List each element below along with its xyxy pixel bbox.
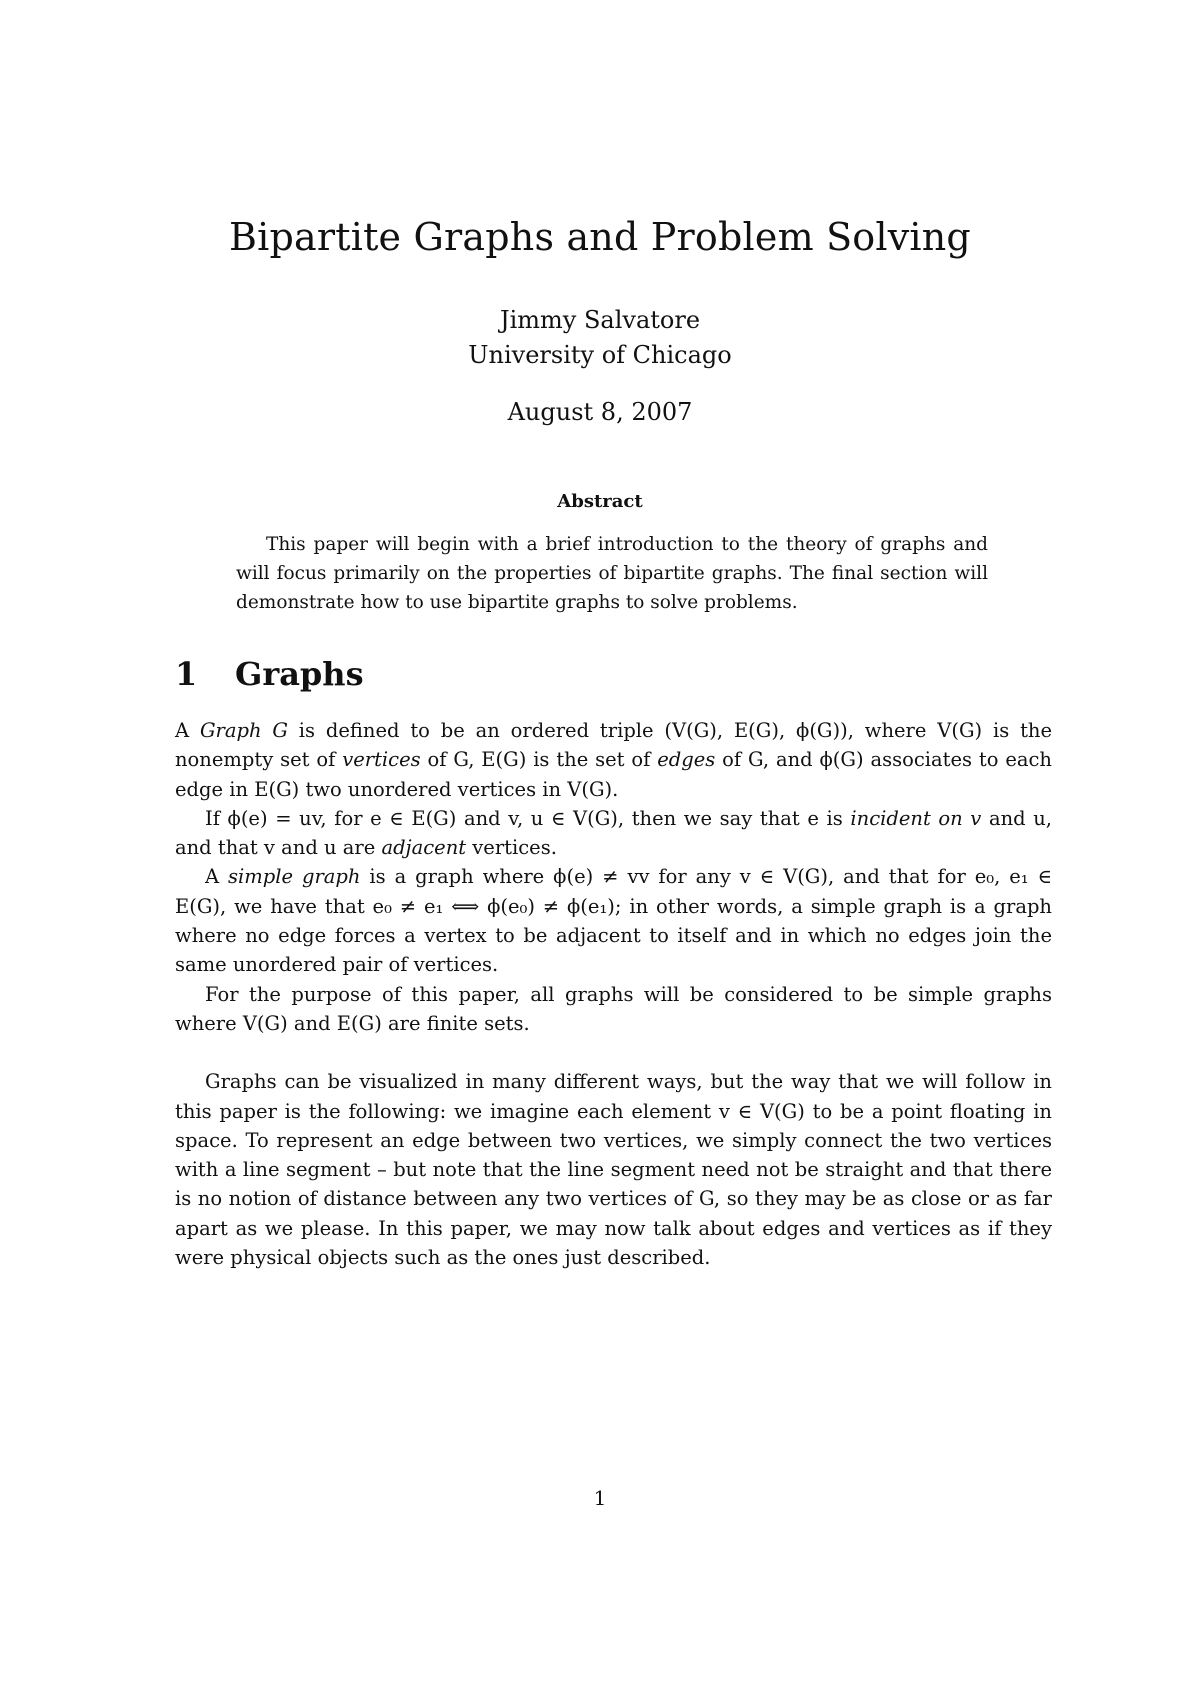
text-run: is a graph where ϕ(e) ≠ vv for any v ∈ V(G), and that for e₀, e₁ ∈ E(G), we have that e₀ ≠ e₁ ⟺ ϕ(e₀) ≠ ϕ(e₁); in other words, a simple graph is a graph where no edge forces a vertex to be adjacent to itself and in which no edges join the same unordered pair of vertices. [175,865,1053,977]
text-run: vertices. [466,836,557,860]
text-run: A [175,719,200,742]
abstract-body: This paper will begin with a brief introduction to the theory of graphs and will focus primarily on the properties of bipartite graphs. The final section will demonstrate how to use bipartite graphs to solve problems. [236,534,988,613]
abstract-heading: Abstract [557,491,643,512]
paragraph-graph-definition [175,716,1052,804]
paragraph-finite-sets: For the purpose of this paper, all graphs will be considered to be simple graphs where V(G) and E(G) are finite sets. [175,982,1052,1035]
text-run: of G, and ϕ(G) associates to each edge in E(G) two unordered vertices in V(G). [175,748,1052,801]
emphasis-term: edges [657,748,716,772]
author-affiliation: University of Chicago [468,341,732,369]
section-number: 1 [175,655,198,693]
text-run: of G, E(G) is the set of [420,748,658,772]
paragraph-incidence [175,804,1052,863]
paper-title: Bipartite Graphs and Problem Solving [229,215,971,259]
page-number: 1 [593,1486,607,1510]
text-run: is defined to be an ordered triple (V(G), E(G), ϕ(G)), where V(G) is the nonempty set of [175,719,1053,772]
paragraph-visualization: Graphs can be visualized in many different ways, but the way that we will follow in this paper is the following: we imagine each element v ∈ V(G) to be a point floating in space. To represent an edge between two vertices, we simply connect the two vertices with a line segment – but note that the line segment need not be straight and that there is no notion of distance between any two vertices of G, so they may be as close or as far apart as we please. In this paper, we may now talk about edges and vertices as if they were physical objects such as the ones just described. [175,1070,1052,1270]
emphasis-term: Graph G [199,719,288,742]
emphasis-term: adjacent [381,836,467,860]
emphasis-term: vertices [342,748,421,772]
text-run: and u, and that v and u are [175,806,1052,860]
author-name: Jimmy Salvatore [499,306,701,334]
text-run: If ϕ(e) = uv, for e ∈ E(G) and v, u ∈ V(G), then we say that e is [205,806,851,830]
section-heading [175,655,364,693]
paragraph-simple-graph [175,862,1052,979]
section-title: Graphs [235,655,364,693]
paper-date: August 8, 2007 [507,398,693,426]
emphasis-term: simple graph [228,865,361,889]
section-body [175,716,1052,1272]
emphasis-term: incident on v [850,806,982,830]
text-run: A [205,865,229,889]
